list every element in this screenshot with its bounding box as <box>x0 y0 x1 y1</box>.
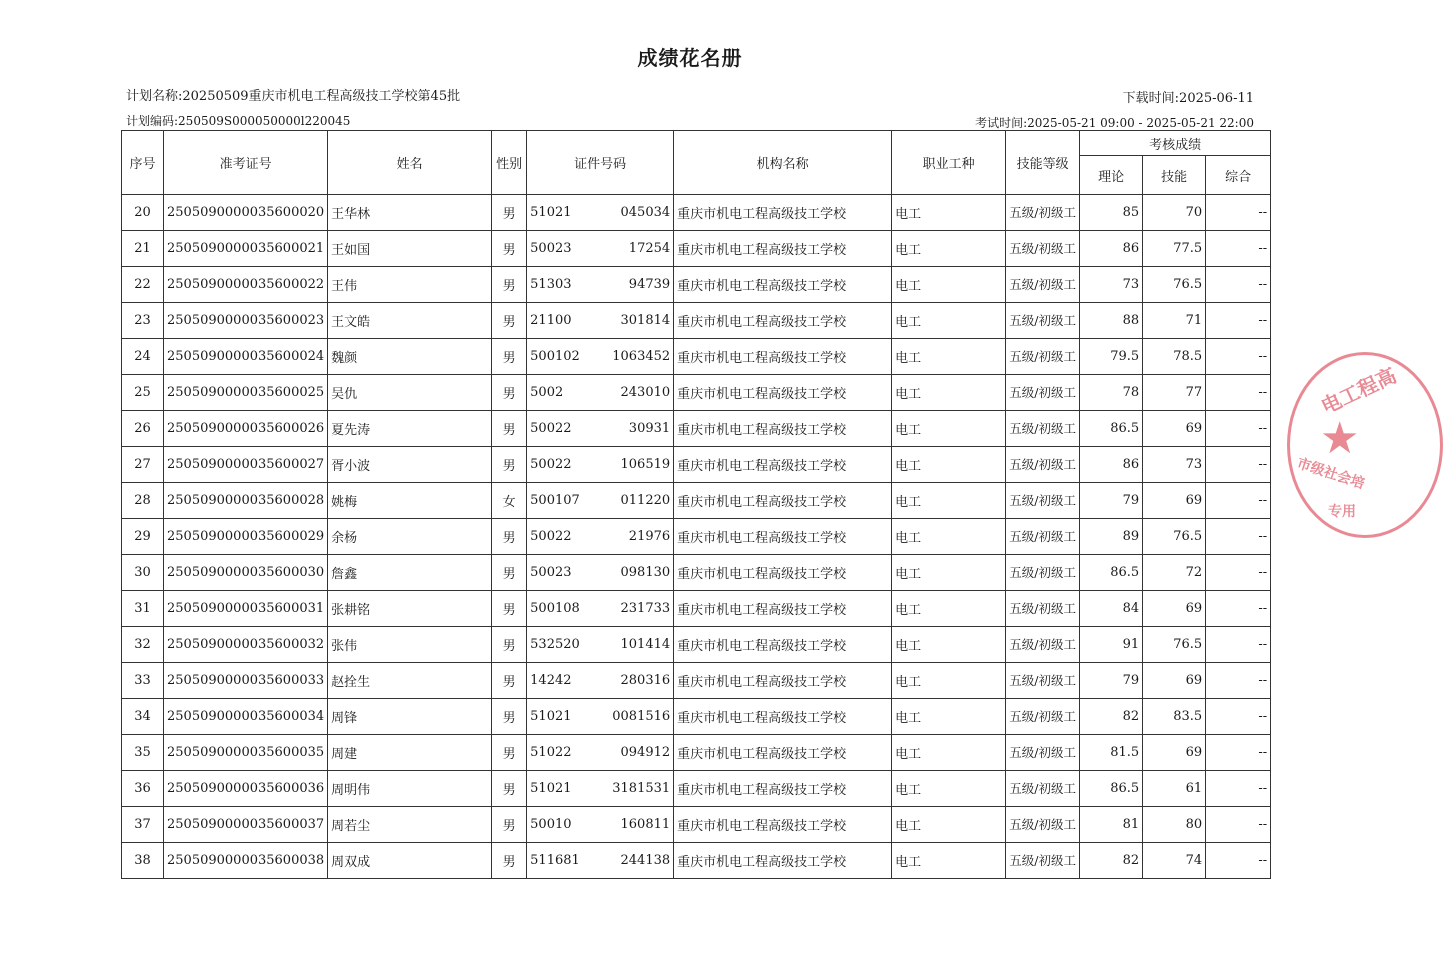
cell-skill: 69 <box>1143 411 1206 447</box>
cell-seq: 20 <box>122 195 164 231</box>
cell-ticket: 2505090000035600027 <box>164 447 328 483</box>
cell-theory: 79.5 <box>1080 339 1143 375</box>
cell-gender: 男 <box>492 699 527 735</box>
header-theory: 理论 <box>1080 156 1143 195</box>
id-number-tail: 0081516 <box>612 709 671 724</box>
cell-id-number <box>527 195 674 231</box>
cell-skill-level: 五级/初级工 <box>1006 411 1080 447</box>
cell-org: 重庆市机电工程高级技工学校 <box>674 375 892 411</box>
cell-name: 魏颜 <box>328 339 492 375</box>
cell-seq: 36 <box>122 771 164 807</box>
cell-ticket: 2505090000035600024 <box>164 339 328 375</box>
cell-id-number <box>527 231 674 267</box>
cell-ticket: 2505090000035600037 <box>164 807 328 843</box>
cell-ticket: 2505090000035600025 <box>164 375 328 411</box>
cell-overall: -- <box>1206 303 1271 339</box>
cell-id-number <box>527 375 674 411</box>
cell-overall: -- <box>1206 807 1271 843</box>
cell-occupation: 电工 <box>892 627 1006 663</box>
cell-id-number <box>527 447 674 483</box>
id-number-head: 21100 <box>530 313 572 328</box>
cell-skill: 76.5 <box>1143 267 1206 303</box>
cell-gender: 男 <box>492 231 527 267</box>
cell-ticket: 2505090000035600021 <box>164 231 328 267</box>
id-number-tail: 1063452 <box>612 349 671 364</box>
cell-org: 重庆市机电工程高级技工学校 <box>674 483 892 519</box>
cell-id-number <box>527 555 674 591</box>
cell-skill-level: 五级/初级工 <box>1006 663 1080 699</box>
id-number-tail: 231733 <box>620 601 671 616</box>
header-ticket: 准考证号 <box>164 131 328 195</box>
cell-theory: 81.5 <box>1080 735 1143 771</box>
table-row <box>122 411 1271 447</box>
table-row <box>122 231 1271 267</box>
cell-occupation: 电工 <box>892 699 1006 735</box>
seal-text-middle: 市级社会培 <box>1294 455 1367 493</box>
cell-skill-level: 五级/初级工 <box>1006 447 1080 483</box>
cell-ticket: 2505090000035600035 <box>164 735 328 771</box>
cell-skill: 69 <box>1143 483 1206 519</box>
id-number-tail: 098130 <box>620 565 671 580</box>
cell-skill: 83.5 <box>1143 699 1206 735</box>
cell-skill: 74 <box>1143 843 1206 879</box>
cell-theory: 79 <box>1080 483 1143 519</box>
cell-org: 重庆市机电工程高级技工学校 <box>674 447 892 483</box>
cell-overall: -- <box>1206 591 1271 627</box>
cell-gender: 男 <box>492 195 527 231</box>
cell-org: 重庆市机电工程高级技工学校 <box>674 699 892 735</box>
cell-ticket: 2505090000035600031 <box>164 591 328 627</box>
cell-org: 重庆市机电工程高级技工学校 <box>674 195 892 231</box>
cell-ticket: 2505090000035600032 <box>164 627 328 663</box>
cell-ticket: 2505090000035600022 <box>164 267 328 303</box>
cell-skill-level: 五级/初级工 <box>1006 807 1080 843</box>
cell-skill-level: 五级/初级工 <box>1006 267 1080 303</box>
cell-skill-level: 五级/初级工 <box>1006 771 1080 807</box>
cell-overall: -- <box>1206 339 1271 375</box>
header-skill-level: 技能等级 <box>1006 131 1080 195</box>
cell-id-number <box>527 339 674 375</box>
cell-ticket: 2505090000035600026 <box>164 411 328 447</box>
header-occupation: 职业工种 <box>892 131 1006 195</box>
cell-seq: 38 <box>122 843 164 879</box>
id-number-tail: 243010 <box>620 385 671 400</box>
plan-name-label: 计划名称: <box>126 89 183 104</box>
exam-time-value: 2025-05-21 09:00 - 2025-05-21 22:00 <box>1027 116 1254 130</box>
table-row <box>122 735 1271 771</box>
cell-name: 周建 <box>328 735 492 771</box>
cell-theory: 81 <box>1080 807 1143 843</box>
cell-overall: -- <box>1206 411 1271 447</box>
exam-time-label: 考试时间: <box>975 116 1028 130</box>
cell-occupation: 电工 <box>892 267 1006 303</box>
cell-gender: 男 <box>492 663 527 699</box>
cell-occupation: 电工 <box>892 843 1006 879</box>
id-number-head: 51022 <box>530 745 572 760</box>
cell-skill-level: 五级/初级工 <box>1006 483 1080 519</box>
plan-code-label: 计划编码: <box>126 114 179 128</box>
plan-code <box>126 112 350 129</box>
cell-overall: -- <box>1206 843 1271 879</box>
cell-skill: 70 <box>1143 195 1206 231</box>
cell-overall: -- <box>1206 627 1271 663</box>
cell-theory: 86.5 <box>1080 771 1143 807</box>
cell-seq: 26 <box>122 411 164 447</box>
cell-skill: 61 <box>1143 771 1206 807</box>
cell-skill: 69 <box>1143 663 1206 699</box>
cell-org: 重庆市机电工程高级技工学校 <box>674 231 892 267</box>
seal-text-bottom: 专用 <box>1328 504 1356 520</box>
cell-name: 周锋 <box>328 699 492 735</box>
cell-theory: 73 <box>1080 267 1143 303</box>
score-roster-table <box>121 130 1271 879</box>
cell-seq: 27 <box>122 447 164 483</box>
table-row <box>122 447 1271 483</box>
id-number-tail: 011220 <box>620 493 671 508</box>
cell-occupation: 电工 <box>892 807 1006 843</box>
table-row <box>122 699 1271 735</box>
cell-theory: 86 <box>1080 447 1143 483</box>
cell-skill-level: 五级/初级工 <box>1006 375 1080 411</box>
cell-id-number <box>527 663 674 699</box>
cell-skill-level: 五级/初级工 <box>1006 339 1080 375</box>
cell-ticket: 2505090000035600023 <box>164 303 328 339</box>
table-row <box>122 591 1271 627</box>
id-number-tail: 3181531 <box>612 781 671 796</box>
cell-ticket: 2505090000035600020 <box>164 195 328 231</box>
cell-overall: -- <box>1206 771 1271 807</box>
table-row <box>122 519 1271 555</box>
cell-theory: 88 <box>1080 303 1143 339</box>
cell-gender: 男 <box>492 267 527 303</box>
cell-occupation: 电工 <box>892 339 1006 375</box>
cell-gender: 女 <box>492 483 527 519</box>
cell-skill-level: 五级/初级工 <box>1006 627 1080 663</box>
header-skill: 技能 <box>1143 156 1206 195</box>
cell-skill: 72 <box>1143 555 1206 591</box>
id-number-head: 500108 <box>530 601 580 616</box>
cell-occupation: 电工 <box>892 483 1006 519</box>
cell-overall: -- <box>1206 735 1271 771</box>
cell-theory: 82 <box>1080 699 1143 735</box>
cell-org: 重庆市机电工程高级技工学校 <box>674 519 892 555</box>
cell-ticket: 2505090000035600038 <box>164 843 328 879</box>
id-number-tail: 280316 <box>620 673 671 688</box>
cell-occupation: 电工 <box>892 591 1006 627</box>
download-time <box>1123 87 1254 106</box>
id-number-head: 51021 <box>530 709 572 724</box>
cell-id-number <box>527 591 674 627</box>
id-number-head: 511681 <box>530 853 580 868</box>
cell-name: 詹鑫 <box>328 555 492 591</box>
cell-seq: 31 <box>122 591 164 627</box>
cell-name: 王文皓 <box>328 303 492 339</box>
cell-skill: 76.5 <box>1143 627 1206 663</box>
cell-org: 重庆市机电工程高级技工学校 <box>674 267 892 303</box>
cell-overall: -- <box>1206 483 1271 519</box>
cell-name: 王华林 <box>328 195 492 231</box>
cell-theory: 79 <box>1080 663 1143 699</box>
header-gender: 性别 <box>492 131 527 195</box>
id-number-head: 500102 <box>530 349 580 364</box>
cell-occupation: 电工 <box>892 555 1006 591</box>
table-row <box>122 627 1271 663</box>
cell-org: 重庆市机电工程高级技工学校 <box>674 771 892 807</box>
table-row <box>122 555 1271 591</box>
cell-org: 重庆市机电工程高级技工学校 <box>674 735 892 771</box>
id-number-tail: 101414 <box>620 637 671 652</box>
cell-id-number <box>527 843 674 879</box>
table-row <box>122 483 1271 519</box>
id-number-head: 14242 <box>530 673 572 688</box>
cell-gender: 男 <box>492 807 527 843</box>
exam-time <box>975 114 1254 131</box>
cell-seq: 30 <box>122 555 164 591</box>
cell-skill: 77.5 <box>1143 231 1206 267</box>
cell-gender: 男 <box>492 771 527 807</box>
table-row <box>122 339 1271 375</box>
table-row <box>122 663 1271 699</box>
cell-skill: 69 <box>1143 591 1206 627</box>
cell-seq: 37 <box>122 807 164 843</box>
cell-id-number <box>527 303 674 339</box>
header-id-number: 证件号码 <box>527 131 674 195</box>
cell-occupation: 电工 <box>892 519 1006 555</box>
cell-org: 重庆市机电工程高级技工学校 <box>674 843 892 879</box>
cell-skill: 71 <box>1143 303 1206 339</box>
cell-name: 王如国 <box>328 231 492 267</box>
cell-overall: -- <box>1206 699 1271 735</box>
cell-skill-level: 五级/初级工 <box>1006 303 1080 339</box>
id-number-head: 50010 <box>530 817 572 832</box>
table-row <box>122 771 1271 807</box>
header-scores-group: 考核成绩 <box>1080 131 1271 156</box>
cell-name: 夏先涛 <box>328 411 492 447</box>
plan-name <box>126 85 460 104</box>
cell-seq: 25 <box>122 375 164 411</box>
cell-ticket: 2505090000035600033 <box>164 663 328 699</box>
cell-theory: 89 <box>1080 519 1143 555</box>
cell-theory: 86.5 <box>1080 555 1143 591</box>
header-name: 姓名 <box>328 131 492 195</box>
cell-id-number <box>527 483 674 519</box>
id-number-tail: 094912 <box>620 745 671 760</box>
cell-skill: 80 <box>1143 807 1206 843</box>
official-seal <box>1287 352 1443 538</box>
cell-name: 姚梅 <box>328 483 492 519</box>
cell-org: 重庆市机电工程高级技工学校 <box>674 627 892 663</box>
cell-id-number <box>527 735 674 771</box>
cell-name: 胥小波 <box>328 447 492 483</box>
cell-seq: 23 <box>122 303 164 339</box>
id-number-head: 50022 <box>530 421 572 436</box>
cell-id-number <box>527 699 674 735</box>
cell-seq: 35 <box>122 735 164 771</box>
cell-skill-level: 五级/初级工 <box>1006 699 1080 735</box>
cell-id-number <box>527 627 674 663</box>
id-number-head: 51021 <box>530 781 572 796</box>
cell-name: 王伟 <box>328 267 492 303</box>
table-row <box>122 195 1271 231</box>
cell-org: 重庆市机电工程高级技工学校 <box>674 663 892 699</box>
cell-ticket: 2505090000035600034 <box>164 699 328 735</box>
cell-name: 周若尘 <box>328 807 492 843</box>
cell-theory: 84 <box>1080 591 1143 627</box>
header-overall: 综合 <box>1206 156 1271 195</box>
cell-ticket: 2505090000035600028 <box>164 483 328 519</box>
cell-name: 赵拴生 <box>328 663 492 699</box>
cell-gender: 男 <box>492 303 527 339</box>
id-number-head: 51303 <box>530 277 572 292</box>
id-number-tail: 21976 <box>628 529 671 544</box>
cell-skill-level: 五级/初级工 <box>1006 519 1080 555</box>
cell-theory: 86 <box>1080 231 1143 267</box>
cell-theory: 78 <box>1080 375 1143 411</box>
cell-skill-level: 五级/初级工 <box>1006 843 1080 879</box>
header-org: 机构名称 <box>674 131 892 195</box>
download-time-label: 下载时间: <box>1122 91 1180 106</box>
table-row <box>122 267 1271 303</box>
id-number-tail: 30931 <box>628 421 671 436</box>
cell-theory: 91 <box>1080 627 1143 663</box>
cell-theory: 86.5 <box>1080 411 1143 447</box>
id-number-head: 500107 <box>530 493 580 508</box>
cell-name: 周明伟 <box>328 771 492 807</box>
cell-org: 重庆市机电工程高级技工学校 <box>674 807 892 843</box>
cell-overall: -- <box>1206 267 1271 303</box>
id-number-tail: 301814 <box>620 313 671 328</box>
download-time-value: 2025-06-11 <box>1179 91 1254 106</box>
id-number-head: 50022 <box>530 457 572 472</box>
cell-gender: 男 <box>492 591 527 627</box>
id-number-head: 532520 <box>530 637 580 652</box>
table-row <box>122 375 1271 411</box>
cell-occupation: 电工 <box>892 411 1006 447</box>
plan-code-value: 250509S000050000l220045 <box>178 114 351 128</box>
cell-seq: 29 <box>122 519 164 555</box>
cell-skill: 78.5 <box>1143 339 1206 375</box>
cell-org: 重庆市机电工程高级技工学校 <box>674 339 892 375</box>
cell-seq: 33 <box>122 663 164 699</box>
cell-name: 张伟 <box>328 627 492 663</box>
id-number-tail: 94739 <box>628 277 671 292</box>
cell-gender: 男 <box>492 555 527 591</box>
cell-overall: -- <box>1206 375 1271 411</box>
table-row <box>122 807 1271 843</box>
cell-ticket: 2505090000035600036 <box>164 771 328 807</box>
cell-org: 重庆市机电工程高级技工学校 <box>674 555 892 591</box>
star-icon: ★ <box>1320 413 1360 464</box>
cell-skill: 77 <box>1143 375 1206 411</box>
cell-overall: -- <box>1206 195 1271 231</box>
cell-skill-level: 五级/初级工 <box>1006 231 1080 267</box>
cell-gender: 男 <box>492 627 527 663</box>
cell-org: 重庆市机电工程高级技工学校 <box>674 591 892 627</box>
cell-occupation: 电工 <box>892 735 1006 771</box>
cell-name: 张耕铭 <box>328 591 492 627</box>
id-number-head: 50023 <box>530 241 572 256</box>
cell-occupation: 电工 <box>892 303 1006 339</box>
cell-gender: 男 <box>492 411 527 447</box>
cell-skill-level: 五级/初级工 <box>1006 195 1080 231</box>
cell-gender: 男 <box>492 447 527 483</box>
cell-occupation: 电工 <box>892 195 1006 231</box>
cell-seq: 34 <box>122 699 164 735</box>
cell-occupation: 电工 <box>892 447 1006 483</box>
table-row <box>122 303 1271 339</box>
cell-theory: 85 <box>1080 195 1143 231</box>
cell-org: 重庆市机电工程高级技工学校 <box>674 411 892 447</box>
cell-seq: 22 <box>122 267 164 303</box>
cell-skill: 76.5 <box>1143 519 1206 555</box>
cell-occupation: 电工 <box>892 663 1006 699</box>
cell-occupation: 电工 <box>892 375 1006 411</box>
cell-theory: 82 <box>1080 843 1143 879</box>
cell-skill-level: 五级/初级工 <box>1006 735 1080 771</box>
cell-name: 余杨 <box>328 519 492 555</box>
cell-gender: 男 <box>492 339 527 375</box>
cell-overall: -- <box>1206 447 1271 483</box>
cell-seq: 21 <box>122 231 164 267</box>
seal-text-top: 电工程高 <box>1317 363 1400 419</box>
cell-org: 重庆市机电工程高级技工学校 <box>674 303 892 339</box>
cell-skill-level: 五级/初级工 <box>1006 591 1080 627</box>
cell-id-number <box>527 519 674 555</box>
plan-name-value: 20250509重庆市机电工程高级技工学校第45批 <box>182 89 461 104</box>
cell-overall: -- <box>1206 231 1271 267</box>
cell-ticket: 2505090000035600029 <box>164 519 328 555</box>
cell-overall: -- <box>1206 519 1271 555</box>
cell-seq: 32 <box>122 627 164 663</box>
cell-overall: -- <box>1206 663 1271 699</box>
id-number-tail: 045034 <box>620 205 671 220</box>
table-row <box>122 843 1271 879</box>
cell-gender: 男 <box>492 735 527 771</box>
id-number-head: 5002 <box>530 385 564 400</box>
cell-skill: 73 <box>1143 447 1206 483</box>
cell-gender: 男 <box>492 519 527 555</box>
cell-id-number <box>527 771 674 807</box>
id-number-head: 50023 <box>530 565 572 580</box>
cell-skill: 69 <box>1143 735 1206 771</box>
cell-occupation: 电工 <box>892 771 1006 807</box>
cell-id-number <box>527 807 674 843</box>
header-seq: 序号 <box>122 131 164 195</box>
cell-occupation: 电工 <box>892 231 1006 267</box>
id-number-head: 50022 <box>530 529 572 544</box>
id-number-head: 51021 <box>530 205 572 220</box>
cell-ticket: 2505090000035600030 <box>164 555 328 591</box>
cell-name: 周双成 <box>328 843 492 879</box>
id-number-tail: 17254 <box>628 241 671 256</box>
id-number-tail: 106519 <box>620 457 671 472</box>
cell-skill-level: 五级/初级工 <box>1006 555 1080 591</box>
id-number-tail: 160811 <box>620 817 671 832</box>
id-number-tail: 244138 <box>620 853 671 868</box>
cell-id-number <box>527 267 674 303</box>
cell-seq: 28 <box>122 483 164 519</box>
cell-gender: 男 <box>492 375 527 411</box>
cell-overall: -- <box>1206 555 1271 591</box>
cell-id-number <box>527 411 674 447</box>
cell-gender: 男 <box>492 843 527 879</box>
cell-name: 吴仇 <box>328 375 492 411</box>
cell-seq: 24 <box>122 339 164 375</box>
page-title: 成绩花名册 <box>637 46 743 70</box>
